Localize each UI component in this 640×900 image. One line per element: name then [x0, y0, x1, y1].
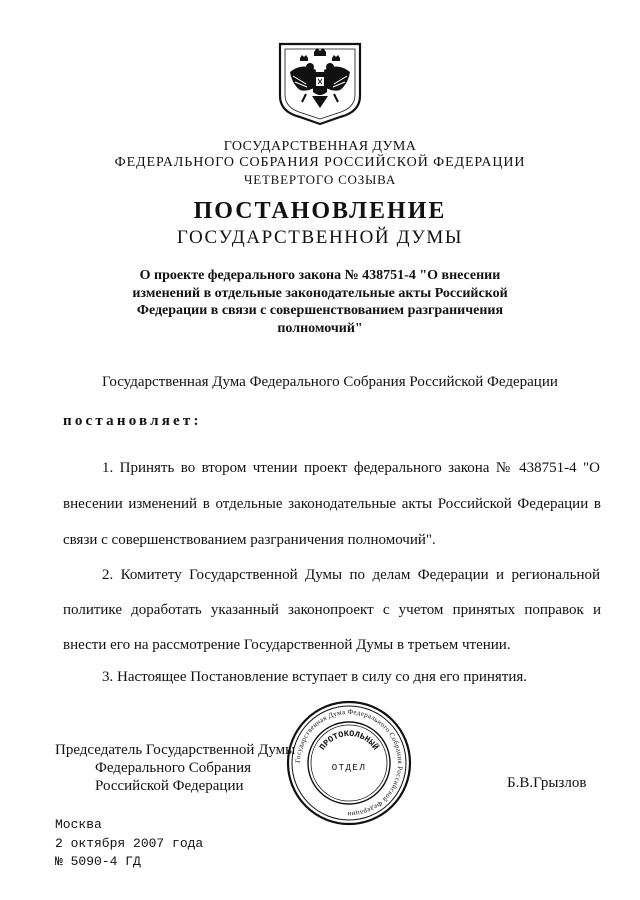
- signatory-title-line-3: Российской Федерации: [95, 778, 244, 794]
- header-line-2: ФЕДЕРАЛЬНОГО СОБРАНИЯ РОССИЙСКОЙ ФЕДЕРАЦИИ: [114, 155, 526, 170]
- preamble: Государственная Дума Федерального Собрания Российской Федерации: [102, 374, 558, 390]
- subject-line-4: полномочий": [277, 321, 363, 336]
- registration-number: № 5090-4 ГД: [55, 854, 141, 869]
- item-1-line-1: 1. Принять во втором чтении проект федерального закона № 438751-4 "О: [102, 460, 600, 476]
- resolves-heading: постановляет:: [63, 413, 202, 429]
- item-2-line-2: политике доработать указанный законопроект с учетом принятых поправок и: [63, 602, 601, 618]
- date: 2 октября 2007 года: [55, 836, 204, 851]
- header-line-3: ЧЕТВЕРТОГО СОЗЫВА: [243, 172, 397, 187]
- signatory-title-line-1: Председатель Государственной Думы: [55, 742, 296, 758]
- document-type: ПОСТАНОВЛЕНИЕ: [193, 198, 447, 224]
- item-1-line-3: связи с совершенствованием разграничения полномочий".: [63, 532, 436, 548]
- signatory-title-line-2: Федерального Собрания: [95, 760, 252, 776]
- signatory-name: Б.В.Грызлов: [507, 775, 587, 791]
- item-1-line-2: внесении изменений в отдельные законодательные акты Российской Федерации в: [63, 496, 601, 512]
- item-2-line-3: внести его на рассмотрение Государственной Думы в третьем чтении.: [63, 637, 511, 653]
- city: Москва: [55, 817, 102, 832]
- subject-line-1: О проекте федерального закона № 438751-4 "О внесении: [139, 268, 501, 283]
- russian-coat-of-arms-icon: [276, 40, 364, 126]
- stamp-center-text: ОТДЕЛ: [331, 763, 367, 773]
- subject-line-2: изменений в отдельные законодательные акты Российской: [132, 286, 508, 301]
- item-3: 3. Настоящее Постановление вступает в силу со дня его принятия.: [102, 669, 528, 685]
- subject-line-3: Федерации в связи с совершенствованием разграничения: [136, 303, 504, 318]
- official-stamp: [286, 700, 412, 826]
- item-2-line-1: 2. Комитету Государственной Думы по делам Федерации и региональной: [102, 567, 600, 583]
- stamp-inner-text: ПРОТОКОЛЬНЫЙ: [317, 728, 381, 753]
- document-issuer: ГОСУДАРСТВЕННОЙ ДУМЫ: [176, 227, 464, 248]
- stamp-outer-text: Государственная Дума Федерального Собрания Российской Федерации: [293, 707, 405, 819]
- header-line-1: ГОСУДАРСТВЕННАЯ ДУМА: [223, 139, 417, 154]
